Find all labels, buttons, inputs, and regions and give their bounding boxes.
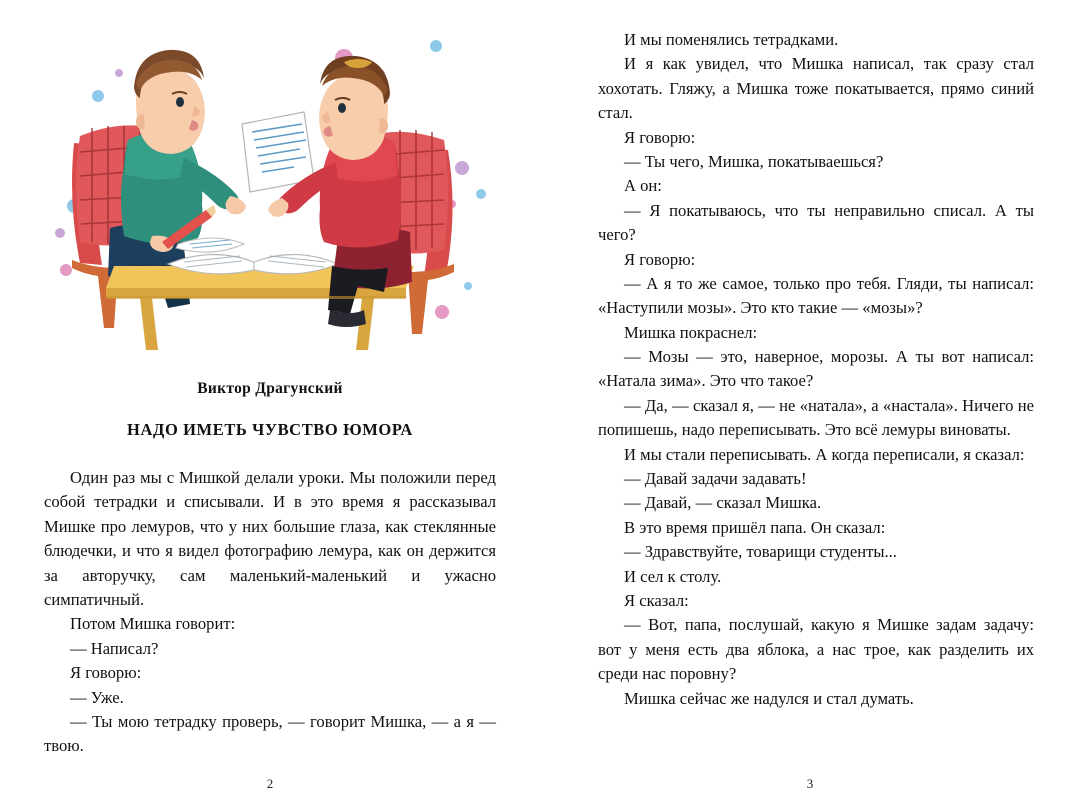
page-number-right: 3 [806, 776, 814, 791]
page-number-left: 2 [266, 776, 274, 791]
author-name: Виктор Драгунский [197, 380, 343, 397]
paragraph: — Ты мою тетрадку проверь, — говорит Мишка, — а я — твою. [44, 711, 496, 756]
paragraph: Я говорю: [624, 127, 696, 147]
paragraph: — Я покатываюсь, что ты неправильно списал. А ты чего? [598, 200, 1034, 245]
right-page [540, 0, 1080, 810]
paragraph: Один раз мы с Мишкой делали уроки. Мы положили перед собой тетрадки и списывали. И в это время я рассказывал Мишке про лемуров, что у них большие глаза, как стеклянные блюдечки, и что я видел фотографию лемура, как он держится за авторучку, сам маленький-маленький и ужасно симпатичный. [44, 468, 496, 609]
paragraph: И мы поменялись тетрадками. [624, 30, 839, 49]
paragraph: Я говорю: [624, 249, 696, 269]
paragraph: — Ты чего, Мишка, покатываешься? [624, 151, 884, 171]
paragraph: — Здравствуйте, товарищи студенты... [624, 542, 897, 562]
paragraph: Я сказал: [624, 590, 689, 610]
paragraph: — Написал? [70, 638, 159, 658]
paragraph: Мишка сейчас же надулся и стал думать. [624, 688, 914, 708]
two-boys-doing-homework-illustration [44, 28, 496, 358]
paragraph: И я как увидел, что Мишка написал, так сразу стал хохотать. Гляжу, а Мишка тоже покатывается, прямо синий стал. [598, 54, 1034, 123]
paragraph: Я говорю: [70, 663, 142, 683]
paragraph: А он: [624, 176, 662, 196]
paragraph: — Давай, — сказал Мишка. [624, 493, 822, 513]
paragraph: — Уже. [70, 687, 124, 707]
paragraph: — Вот, папа, послушай, какую я Мишке задам задачу: вот у меня есть два яблока, а нас трое, как разделить их среди нас поровну? [598, 615, 1034, 684]
paragraph: В это время пришёл папа. Он сказал: [624, 517, 886, 537]
paragraph: — Мозы — это, наверное, морозы. А ты вот написал: «Натала зима». Это что такое? [598, 347, 1034, 391]
paragraph: И сел к столу. [624, 566, 722, 586]
paragraph: Мишка покраснел: [624, 322, 758, 342]
paragraph: И мы стали переписывать. А когда переписали, я сказал: [624, 444, 1025, 464]
story-title: НАДО ИМЕТЬ ЧУВСТВО ЮМОРА [127, 420, 413, 439]
paragraph: — А я то же самое, только про тебя. Гляди, ты написал: «Наступили мозы». Это кто такие — «мозы»? [598, 273, 1034, 318]
paragraph: Потом Мишка говорит: [70, 614, 236, 634]
paragraph: — Да, — сказал я, — не «натала», а «настала». Ничего не попишешь, надо переписывать. Это всё лемуры виноваты. [598, 395, 1034, 440]
paragraph: — Давай задачи задавать! [624, 469, 807, 489]
